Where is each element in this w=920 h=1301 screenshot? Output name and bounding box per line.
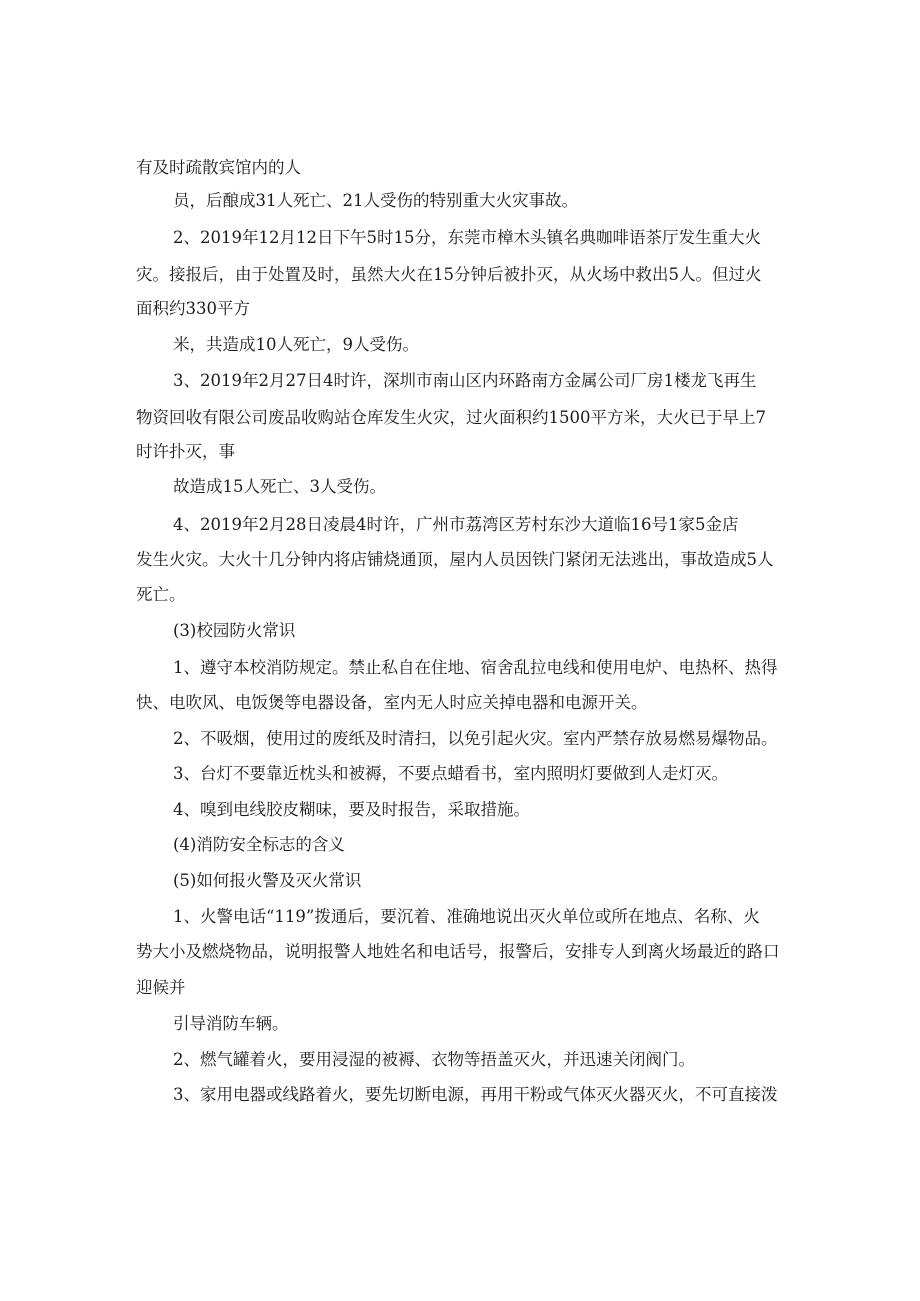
text-line: 发生火灾。大火十几分钟内将店铺烧通顶，屋内人员因铁门紧闭无法逃出，事故造成5人: [136, 550, 774, 569]
text-line: 1、遵守本校消防规定。禁止私自在住地、宿舍乱拉电线和使用电炉、电热杯、热得: [173, 658, 778, 677]
text-line: 迎候并: [136, 978, 186, 997]
text-line: 3、2019年2月27日4时许，深圳市南山区内环路南方金属公司厂房1楼龙飞再生: [173, 371, 757, 390]
text-line: 面积约330平方: [136, 299, 250, 318]
text-line: 快、电吹风、电饭煲等电器设备，室内无人时应关掉电器和电源开关。: [136, 693, 648, 712]
text-line: 3、台灯不要靠近枕头和被褥，不要点蜡看书，室内照明灯要做到人走灯灭。: [173, 764, 728, 783]
text-line: 2、不吸烟，使用过的废纸及时清扫，以免引起火灾。室内严禁存放易燃易爆物品。: [173, 729, 778, 748]
text-line: 死亡。: [136, 585, 186, 604]
text-line: 员，后酿成31人死亡、21人受伤的特别重大火灾事故。: [173, 191, 578, 210]
text-line: 1、火警电话“119”拨通后，要沉着、准确地说出灭火单位或所在地点、名称、火: [173, 907, 760, 926]
text-line: 故造成15人死亡、3人受伤。: [173, 477, 386, 496]
text-line: 3、家用电器或线路着火，要先切断电源，再用干粉或气体灭火器灭火，不可直接泼: [173, 1085, 778, 1104]
text-line: 物资回收有限公司废品收购站仓库发生火灾，过火面积约1500平方米，大火已于早上7: [136, 408, 766, 427]
section-heading: (5)如何报火警及灭火常识: [173, 871, 362, 890]
text-line: 时许扑灭，事: [136, 442, 235, 461]
text-line: 灾。接报后，由于处置及时，虽然大火在15分钟后被扑灭，从火场中救出5人。但过火: [136, 265, 762, 284]
text-line: 2、2019年12月12日下午5时15分，东莞市樟木头镇名典咖啡语茶厅发生重大火: [173, 228, 761, 247]
text-line: 引导消防车辆。: [173, 1014, 289, 1033]
text-line: 势大小及燃烧物品，说明报警人地姓名和电话号，报警后，安排专人到离火场最近的路口: [136, 942, 780, 961]
section-heading: (4)消防安全标志的含义: [173, 835, 345, 854]
text-line: 2、燃气罐着火，要用浸湿的被褥、衣物等捂盖灭火，并迅速关闭阀门。: [173, 1050, 695, 1069]
section-heading: (3)校园防火常识: [173, 621, 296, 640]
text-line: 4、2019年2月28日凌晨4时许，广州市荔湾区芳村东沙大道临16号1家5金店: [173, 515, 739, 534]
text-line: 有及时疏散宾馆内的人: [136, 158, 301, 177]
text-line: 4、嗅到电线胶皮糊味，要及时报告，采取措施。: [173, 800, 530, 819]
text-line: 米，共造成10人死亡，9人受伤。: [173, 335, 419, 354]
